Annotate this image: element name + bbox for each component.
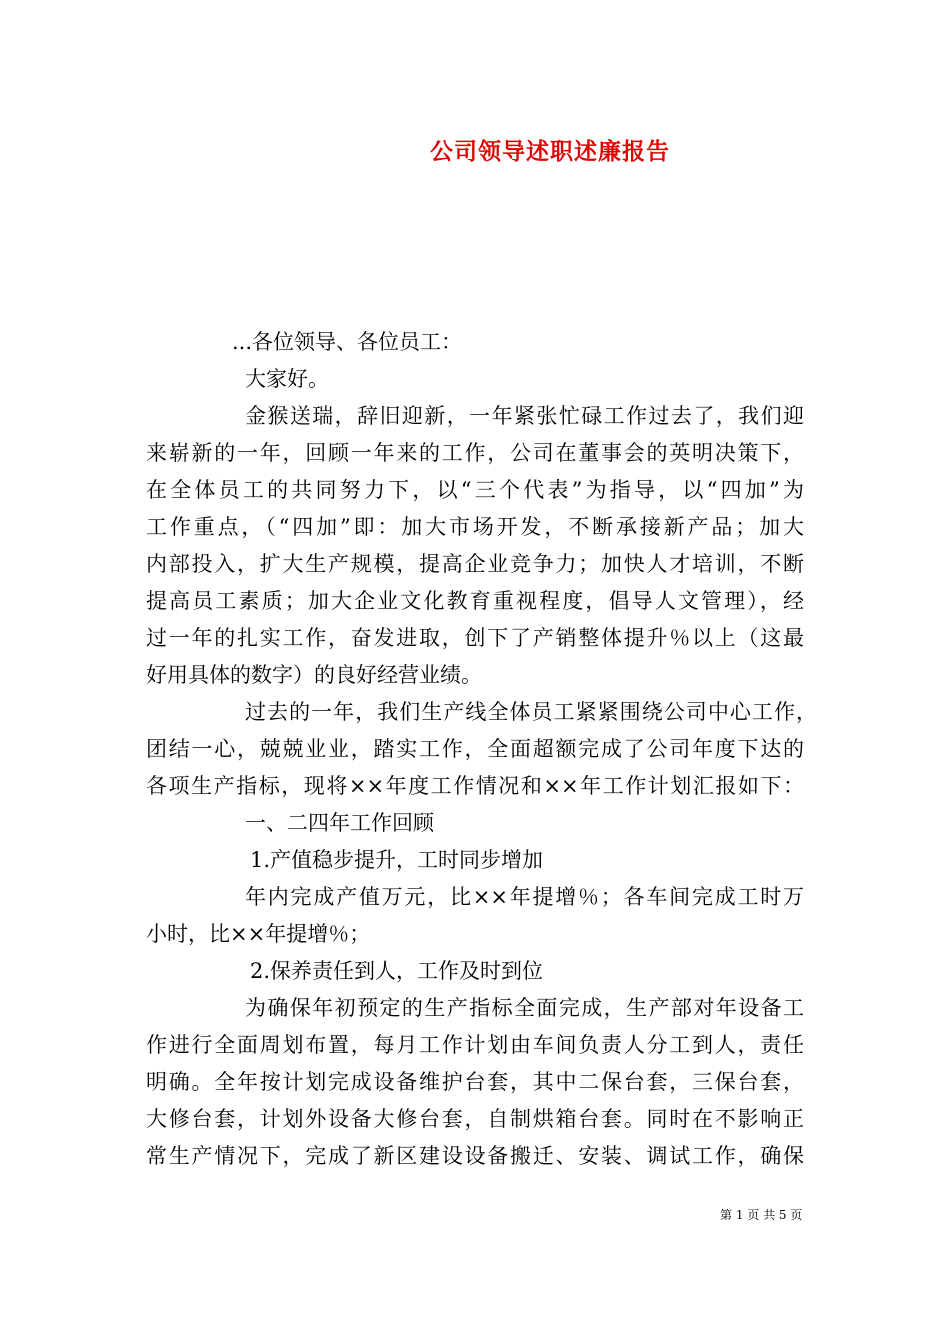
subsection-heading: 2.保养责任到人，工作及时到位 (250, 959, 544, 983)
section-heading: 一、二四年工作回顾 (245, 811, 434, 835)
paragraph-line: 作进行全面周划布置，每月工作计划由车间负责人分工到人，责任 (146, 1033, 804, 1057)
paragraph-line: 好用具体的数字）的良好经营业绩。 (146, 663, 482, 687)
paragraph-line: 小时，比××年提增％； (146, 922, 371, 946)
paragraph-line: 在全体员工的共同努力下，以“三个代表”为指导，以“四加”为 (146, 478, 804, 502)
paragraph-line: 为确保年初预定的生产指标全面完成，生产部对年设备工 (245, 996, 804, 1020)
salutation-line: ...各位领导、各位员工： (232, 330, 463, 354)
paragraph-line: 各项生产指标，现将××年度工作情况和××年工作计划汇报如下： (146, 774, 804, 798)
paragraph-line: 金猴送瑞，辞旧迎新，一年紧张忙碌工作过去了，我们迎 (245, 404, 804, 428)
page-number: 第 1 页 共 5 页 (720, 1208, 803, 1222)
paragraph-line: 工作重点，（“四加”即：加大市场开发，不断承接新产品；加大 (146, 515, 804, 539)
paragraph-line: 团结一心，兢兢业业，踏实工作，全面超额完成了公司年度下达的 (146, 737, 804, 761)
paragraph-line: 来崭新的一年，回顾一年来的工作，公司在董事会的英明决策下， (146, 441, 804, 465)
paragraph-line: 常生产情况下，完成了新区建设设备搬迁、安装、调试工作，确保 (146, 1144, 804, 1168)
paragraph-line: 过去的一年，我们生产线全体员工紧紧围绕公司中心工作， (245, 700, 817, 724)
greeting-line: 大家好。 (245, 367, 329, 391)
subsection-heading: 1.产值稳步提升，工时同步增加 (250, 848, 544, 872)
paragraph-line: 提高员工素质；加大企业文化教育重视程度，倡导人文管理），经 (146, 589, 804, 613)
paragraph-line: 年内完成产值万元，比××年提增％；各车间完成工时万 (245, 885, 804, 909)
document-title: 公司领导述职述廉报告 (430, 138, 670, 165)
paragraph-line: 过一年的扎实工作，奋发进取，创下了产销整体提升％以上（这最 (146, 626, 804, 650)
paragraph-line: 明确。全年按计划完成设备维护台套，其中二保台套，三保台套， (146, 1070, 804, 1094)
paragraph-line: 大修台套，计划外设备大修台套，自制烘箱台套。同时在不影响正 (146, 1107, 804, 1131)
paragraph-line: 内部投入，扩大生产规模，提高企业竞争力；加快人才培训，不断 (146, 552, 804, 576)
